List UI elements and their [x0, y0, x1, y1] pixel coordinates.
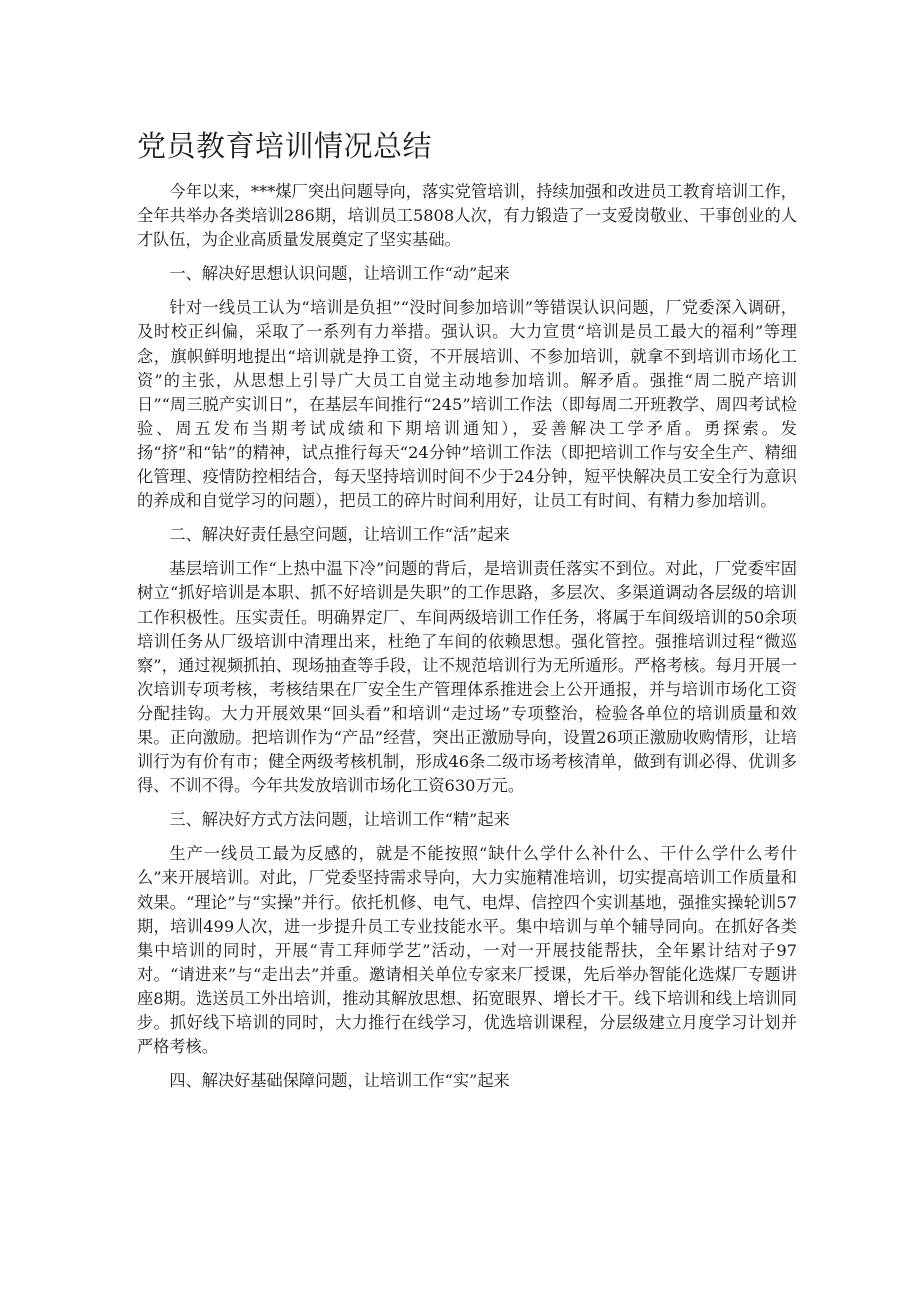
- section-1-heading: 一、解决好思想认识问题，让培训工作“动”起来: [169, 264, 510, 284]
- section-2-heading: 二、解决好责任悬空问题，让培训工作“活”起来: [169, 525, 510, 545]
- section-3-heading: 三、解决好方式方法问题，让培训工作“精”起来: [169, 810, 510, 830]
- section-4-heading: 四、解决好基础保障问题，让培训工作“实”起来: [169, 1071, 510, 1091]
- section-2-body: 基层培训工作“上热中温下冷”问题的背后，是培训责任落实不到位。对此，厂党委牢固树立“抓好培训是本职、抓不好培训是失职”的工作思路，多层次、多渠道调动各层级的培训工作积极性。压实责任。明确界定厂、车间两级培训工作任务，将属于车间级培训的50余项培训任务从厂级培训中清理出来，杜绝了车间的依赖思想。强化管控。强推培训过程“微巡察”，通过视频抓拍、现场抽查等手段，让不规范培训行为无所遁形。严格考核。每月开展一次培训专项考核，考核结果在厂安全生产管理体系推进会上公开通报，并与培训市场化工资分配挂钩。大力开展效果“回头看”和培训“走过场”专项整治，检验各单位的培训质量和效果。正向激励。把培训作为“产品”经营，突出正激励导向，设置26项正激励收购情形，让培训行为有价有市；健全两级考核机制，形成46条二级市场考核清单，做到有训必得、优训多得、不训不得。今年共发放培训市场化工资630万元。: [137, 559, 797, 796]
- intro-paragraph: 今年以来，***煤厂突出问题导向，落实党管培训，持续加强和改进员工教育培训工作，全年共举办各类培训286期，培训员工5808人次，有力锻造了一支爱岗敬业、干事创业的人才队伍，为企业高质量发展奠定了坚实基础。: [137, 182, 797, 250]
- section-3-body: 生产一线员工最为反感的，就是不能按照“缺什么学什么补什么、干什么学什么考什么”来开展培训。对此，厂党委坚持需求导向，大力实施精准培训，切实提高培训工作质量和效果。“理论”与“实操”并行。依托机修、电气、电焊、信控四个实训基地，强推实操轮训57期，培训499人次，进一步提升员工专业技能水平。集中培训与单个辅导同向。在抓好各类集中培训的同时，开展“青工拜师学艺”活动，一对一开展技能帮扶，全年累计结对子97对。“请进来”与“走出去”并重。邀请相关单位专家来厂授课，先后举办智能化选煤厂专题讲座8期。选送员工外出培训，推动其解放思想、拓宽眼界、增长才干。线下培训和线上培训同步。抓好线下培训的同时，大力推行在线学习，优选培训课程，分层级建立月度学习计划并严格考核。: [137, 844, 797, 1057]
- document-title: 党员教育培训情况总结: [137, 129, 433, 163]
- section-1-body: 针对一线员工认为“培训是负担”“没时间参加培训”等错误认识问题，厂党委深入调研，及时校正纠偏，采取了一系列有力举措。强认识。大力宣贯“培训是员工最大的福利”等理念，旗帜鲜明地提出“培训就是挣工资，不开展培训、不参加培训，就拿不到培训市场化工资”的主张，从思想上引导广大员工自觉主动地参加培训。解矛盾。强推“周二脱产培训日”“周三脱产实训日”，在基层车间推行“245”培训工作法（即每周二开班教学、周四考试检验、周五发布当期考试成绩和下期培训通知），妥善解决工学矛盾。勇探索。发扬“挤”和“钻”的精神，试点推行每天“24分钟”培训工作法（即把培训工作与安全生产、精细化管理、疫情防控相结合，每天坚持培训时间不少于24分钟，短平快解决员工安全行为意识的养成和自觉学习的问题），把员工的碎片时间利用好，让员工有时间、有精力参加培训。: [137, 298, 797, 511]
- document-page: [137, 126, 797, 1103]
